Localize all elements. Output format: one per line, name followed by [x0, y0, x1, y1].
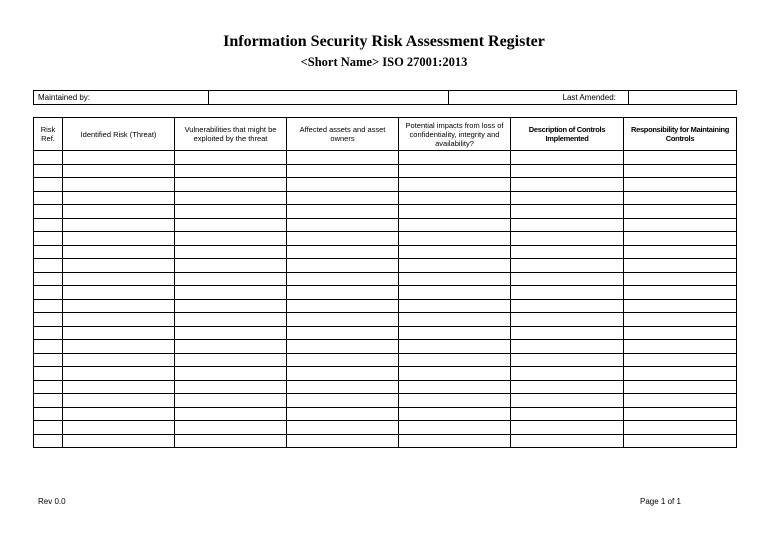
table-cell[interactable]: [63, 151, 175, 165]
table-cell[interactable]: [624, 205, 737, 219]
table-row: [34, 407, 737, 421]
table-cell[interactable]: [624, 313, 737, 327]
table-cell[interactable]: [287, 272, 399, 286]
table-cell[interactable]: [511, 151, 624, 165]
table-cell[interactable]: [399, 313, 511, 327]
table-row: [34, 421, 737, 435]
table-cell[interactable]: [63, 259, 175, 273]
table-cell[interactable]: [175, 151, 287, 165]
table-cell[interactable]: [511, 394, 624, 408]
table-cell[interactable]: [34, 205, 63, 219]
table-cell[interactable]: [34, 394, 63, 408]
column-header-affected-assets: Affected assets and asset owners: [287, 118, 399, 151]
table-row: [34, 340, 737, 354]
table-cell[interactable]: [511, 421, 624, 435]
table-cell[interactable]: [175, 286, 287, 300]
table-cell[interactable]: [63, 421, 175, 435]
revision-label: Rev 0.0: [38, 497, 66, 506]
last-amended-label: Last Amended:: [559, 91, 629, 105]
table-cell[interactable]: [399, 245, 511, 259]
table-cell[interactable]: [399, 353, 511, 367]
table-cell[interactable]: [511, 272, 624, 286]
table-cell[interactable]: [511, 367, 624, 381]
table-cell[interactable]: [511, 259, 624, 273]
table-row: [34, 232, 737, 246]
table-cell[interactable]: [624, 218, 737, 232]
table-cell[interactable]: [63, 407, 175, 421]
table-cell[interactable]: [399, 232, 511, 246]
table-cell[interactable]: [63, 326, 175, 340]
table-cell[interactable]: [511, 178, 624, 192]
table-row: [34, 272, 737, 286]
table-cell[interactable]: [624, 421, 737, 435]
table-cell[interactable]: [34, 407, 63, 421]
table-cell[interactable]: [63, 286, 175, 300]
table-cell[interactable]: [511, 340, 624, 354]
table-cell[interactable]: [511, 434, 624, 448]
table-cell[interactable]: [399, 272, 511, 286]
table-cell[interactable]: [624, 272, 737, 286]
meta-table: [33, 90, 737, 105]
register-body: [34, 151, 737, 448]
table-cell[interactable]: [399, 394, 511, 408]
table-cell[interactable]: [287, 218, 399, 232]
table-cell[interactable]: [63, 191, 175, 205]
table-cell[interactable]: [511, 245, 624, 259]
table-cell[interactable]: [511, 299, 624, 313]
column-header-controls-responsibility: Responsibility for Maintaining Controls: [624, 118, 737, 151]
table-cell[interactable]: [287, 421, 399, 435]
table-cell[interactable]: [175, 191, 287, 205]
table-cell[interactable]: [399, 151, 511, 165]
maintained-by-label: Maintained by:: [34, 91, 209, 105]
table-cell[interactable]: [624, 191, 737, 205]
table-cell[interactable]: [399, 407, 511, 421]
table-row: [34, 313, 737, 327]
table-cell[interactable]: [624, 164, 737, 178]
table-cell[interactable]: [399, 367, 511, 381]
header-row: [34, 118, 737, 151]
column-header-identified-risk: Identified Risk (Threat): [63, 118, 175, 151]
table-cell[interactable]: [175, 326, 287, 340]
table-cell[interactable]: [34, 272, 63, 286]
table-cell[interactable]: [511, 313, 624, 327]
table-cell[interactable]: [287, 340, 399, 354]
table-cell[interactable]: [511, 205, 624, 219]
table-row: [34, 245, 737, 259]
table-cell[interactable]: [63, 245, 175, 259]
table-cell[interactable]: [624, 434, 737, 448]
table-cell[interactable]: [399, 380, 511, 394]
table-cell[interactable]: [34, 151, 63, 165]
table-cell[interactable]: [34, 218, 63, 232]
table-row: [34, 326, 737, 340]
table-row: [34, 299, 737, 313]
table-cell[interactable]: [624, 407, 737, 421]
table-cell[interactable]: [63, 205, 175, 219]
table-cell[interactable]: [624, 232, 737, 246]
table-cell[interactable]: [63, 353, 175, 367]
table-cell[interactable]: [63, 178, 175, 192]
table-row: [34, 259, 737, 273]
table-cell[interactable]: [511, 286, 624, 300]
table-cell[interactable]: [34, 326, 63, 340]
table-cell[interactable]: [34, 286, 63, 300]
table-cell[interactable]: [287, 205, 399, 219]
table-cell[interactable]: [175, 407, 287, 421]
last-amended-field[interactable]: [629, 91, 737, 105]
table-cell[interactable]: [175, 367, 287, 381]
table-cell[interactable]: [287, 164, 399, 178]
table-row: [34, 367, 737, 381]
table-cell[interactable]: [175, 394, 287, 408]
table-cell[interactable]: [287, 313, 399, 327]
table-cell[interactable]: [34, 299, 63, 313]
table-cell[interactable]: [624, 353, 737, 367]
table-cell[interactable]: [34, 313, 63, 327]
risk-register-table: [33, 117, 737, 448]
table-cell[interactable]: [175, 434, 287, 448]
table-cell[interactable]: [287, 353, 399, 367]
table-cell[interactable]: [287, 232, 399, 246]
table-cell[interactable]: [175, 232, 287, 246]
table-cell[interactable]: [287, 286, 399, 300]
table-row: [34, 394, 737, 408]
table-cell[interactable]: [63, 164, 175, 178]
column-header-potential-impacts: Potential impacts from loss of confidentiality, integrity and availability?: [399, 118, 511, 151]
table-cell[interactable]: [175, 380, 287, 394]
table-cell[interactable]: [624, 394, 737, 408]
table-cell[interactable]: [63, 380, 175, 394]
table-cell[interactable]: [287, 394, 399, 408]
table-cell[interactable]: [63, 218, 175, 232]
table-cell[interactable]: [34, 178, 63, 192]
table-cell[interactable]: [399, 421, 511, 435]
table-cell[interactable]: [34, 164, 63, 178]
table-cell[interactable]: [399, 286, 511, 300]
table-cell[interactable]: [399, 218, 511, 232]
table-cell[interactable]: [34, 367, 63, 381]
table-cell[interactable]: [287, 191, 399, 205]
table-row: [34, 380, 737, 394]
table-cell[interactable]: [399, 434, 511, 448]
table-cell[interactable]: [175, 218, 287, 232]
table-cell[interactable]: [399, 299, 511, 313]
table-cell[interactable]: [287, 178, 399, 192]
document-subtitle: <Short Name> ISO 27001:2013: [300, 55, 468, 69]
document-title: Information Security Risk Assessment Register: [223, 33, 545, 50]
table-cell[interactable]: [287, 326, 399, 340]
table-row: [34, 286, 737, 300]
table-cell[interactable]: [511, 407, 624, 421]
table-cell[interactable]: [511, 232, 624, 246]
table-cell[interactable]: [287, 151, 399, 165]
table-cell[interactable]: [399, 340, 511, 354]
table-cell[interactable]: [624, 178, 737, 192]
table-row: [34, 434, 737, 448]
page-number: Page 1 of 1: [640, 497, 681, 506]
table-cell[interactable]: [175, 178, 287, 192]
table-cell[interactable]: [511, 326, 624, 340]
table-cell[interactable]: [287, 407, 399, 421]
table-cell[interactable]: [63, 313, 175, 327]
table-cell[interactable]: [624, 286, 737, 300]
table-cell[interactable]: [287, 259, 399, 273]
table-cell[interactable]: [624, 326, 737, 340]
table-cell[interactable]: [624, 259, 737, 273]
table-cell[interactable]: [624, 340, 737, 354]
table-cell[interactable]: [34, 353, 63, 367]
table-cell[interactable]: [175, 340, 287, 354]
table-cell[interactable]: [399, 259, 511, 273]
table-cell[interactable]: [624, 299, 737, 313]
table-cell[interactable]: [63, 434, 175, 448]
table-cell[interactable]: [63, 367, 175, 381]
table-cell[interactable]: [63, 299, 175, 313]
table-cell[interactable]: [175, 205, 287, 219]
table-cell[interactable]: [175, 259, 287, 273]
table-row: [34, 164, 737, 178]
table-cell[interactable]: [287, 380, 399, 394]
maintained-by-field[interactable]: [209, 91, 449, 105]
table-row: [34, 191, 737, 205]
table-row: [34, 218, 737, 232]
table-cell[interactable]: [63, 394, 175, 408]
table-cell[interactable]: [34, 259, 63, 273]
table-row: [34, 178, 737, 192]
table-cell[interactable]: [624, 245, 737, 259]
table-cell[interactable]: [34, 434, 63, 448]
table-cell[interactable]: [34, 191, 63, 205]
column-header-controls-description: Description of Controls Implemented: [511, 118, 624, 151]
table-cell[interactable]: [34, 232, 63, 246]
meta-spacer: [449, 91, 559, 105]
table-cell[interactable]: [399, 191, 511, 205]
table-cell[interactable]: [287, 245, 399, 259]
table-cell[interactable]: [624, 367, 737, 381]
table-cell[interactable]: [63, 232, 175, 246]
table-cell[interactable]: [624, 151, 737, 165]
table-cell[interactable]: [34, 421, 63, 435]
table-cell[interactable]: [175, 245, 287, 259]
table-cell[interactable]: [34, 380, 63, 394]
table-cell[interactable]: [511, 191, 624, 205]
table-cell[interactable]: [34, 340, 63, 354]
table-cell[interactable]: [287, 299, 399, 313]
table-cell[interactable]: [399, 178, 511, 192]
table-cell[interactable]: [287, 367, 399, 381]
table-row: [34, 353, 737, 367]
table-row: [34, 205, 737, 219]
table-cell[interactable]: [287, 434, 399, 448]
table-cell[interactable]: [511, 380, 624, 394]
column-header-risk-ref: Risk Ref.: [34, 118, 63, 151]
table-cell[interactable]: [399, 164, 511, 178]
table-cell[interactable]: [63, 272, 175, 286]
column-header-vulnerabilities: Vulnerabilities that might be exploited by the threat: [175, 118, 287, 151]
table-cell[interactable]: [34, 245, 63, 259]
table-cell[interactable]: [175, 299, 287, 313]
table-cell[interactable]: [175, 272, 287, 286]
table-row: [34, 151, 737, 165]
table-cell[interactable]: [511, 218, 624, 232]
table-cell[interactable]: [624, 380, 737, 394]
table-cell[interactable]: [511, 164, 624, 178]
table-cell[interactable]: [63, 340, 175, 354]
table-cell[interactable]: [399, 205, 511, 219]
table-cell[interactable]: [399, 326, 511, 340]
table-cell[interactable]: [175, 313, 287, 327]
table-cell[interactable]: [511, 353, 624, 367]
table-cell[interactable]: [175, 353, 287, 367]
table-cell[interactable]: [175, 421, 287, 435]
table-cell[interactable]: [175, 164, 287, 178]
